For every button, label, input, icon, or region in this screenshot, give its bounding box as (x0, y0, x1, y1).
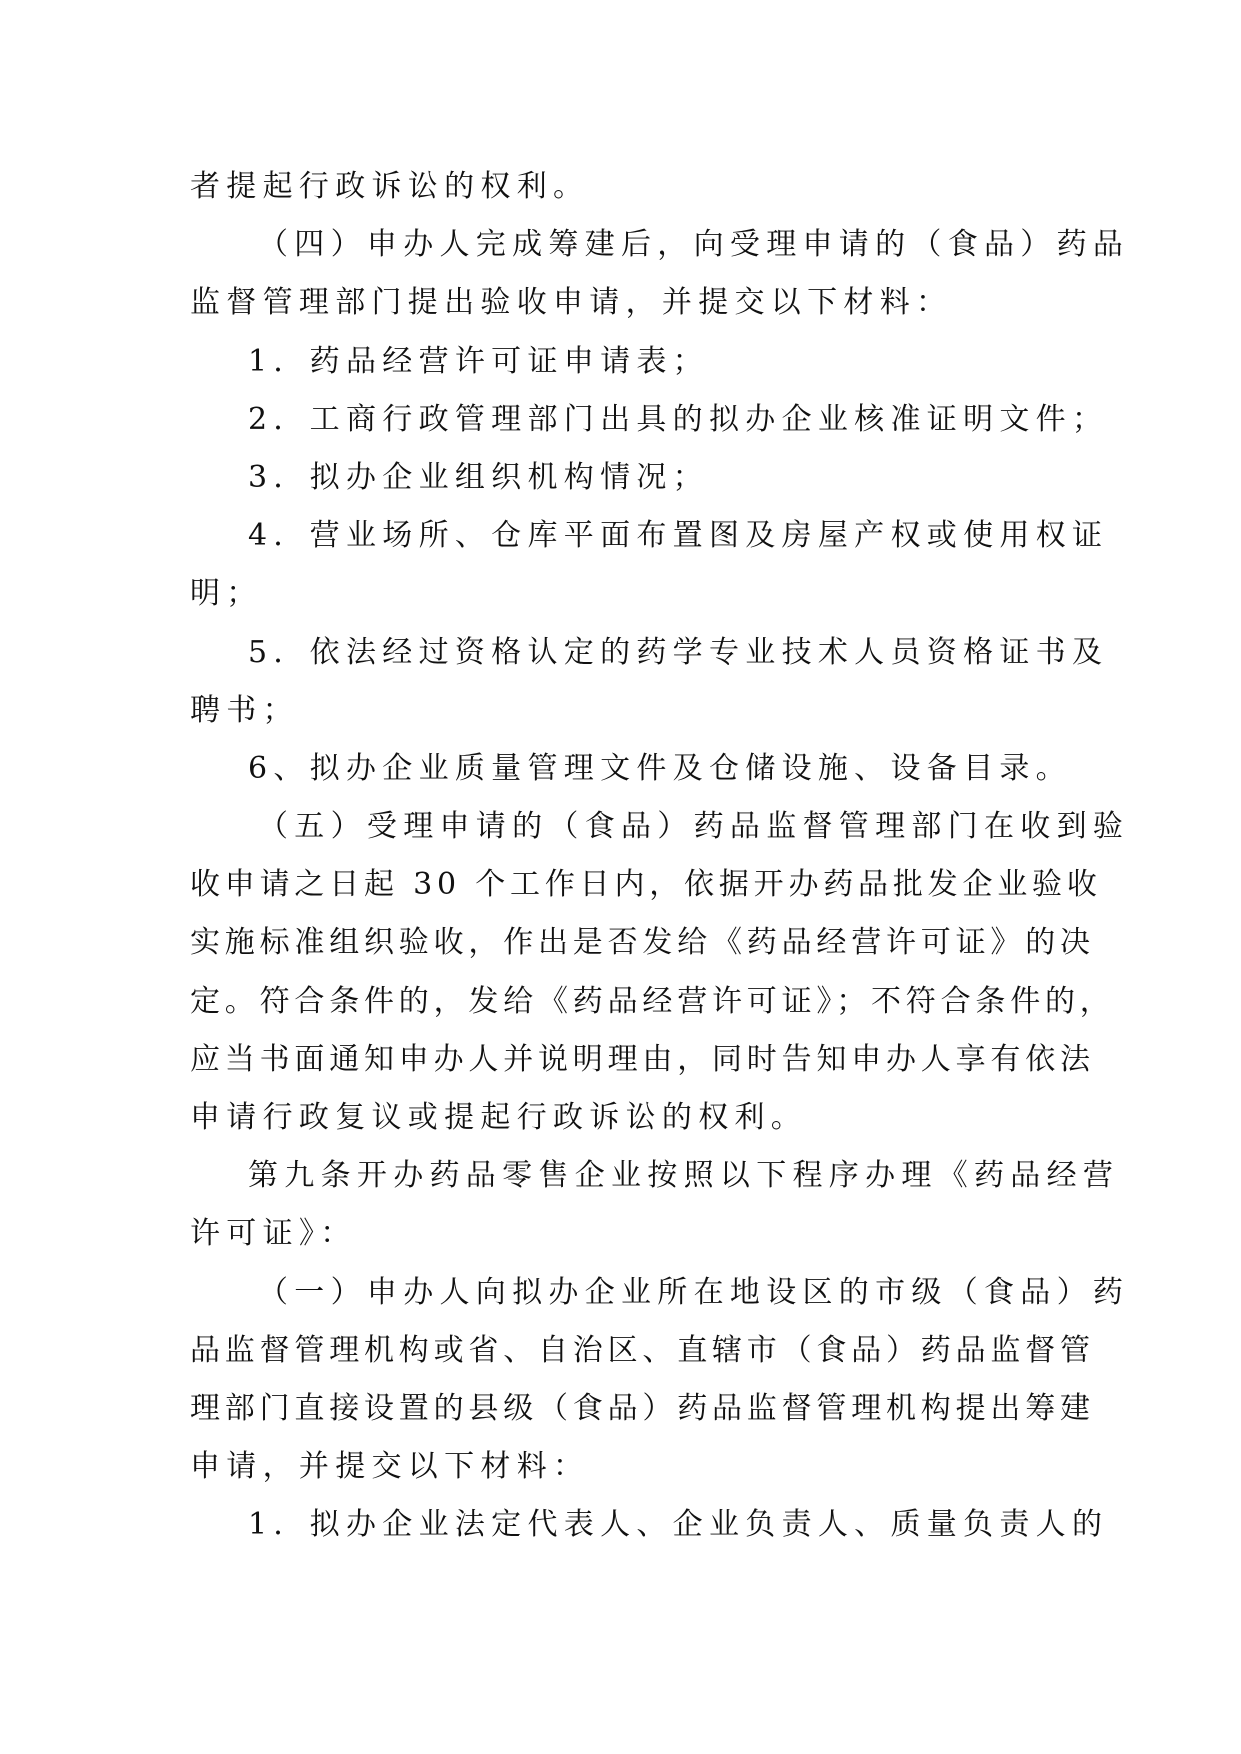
text-line: 者提起行政诉讼的权利。 (190, 169, 590, 204)
text-line: 明； (190, 576, 263, 612)
text-line: 应当书面通知申办人并说明理由，同时告知申办人享有依法 (190, 1041, 1095, 1077)
list-item: 1．拟办企业法定代表人、企业负责人、质量负责人的 (248, 1507, 1109, 1543)
text-line: 理部门直接设置的县级（食品）药品监督管理机构提出筹建 (190, 1390, 1095, 1426)
text-line: 定。符合条件的，发给《药品经营许可证》；不符合条件的， (190, 983, 1115, 1019)
text-line: 品监督管理机构或省、自治区、直辖市（食品）药品监督管 (190, 1332, 1095, 1368)
text-line: 许可证》： (190, 1216, 357, 1252)
list-item: 2．工商行政管理部门出具的拟办企业核准证明文件； (248, 401, 1109, 437)
text-line: （一）申办人向拟办企业所在地设区的市级（食品）药 (258, 1274, 1130, 1310)
text-line: 申请行政复议或提起行政诉讼的权利。 (190, 1100, 808, 1135)
text-line: （五）受理申请的（食品）药品监督管理部门在收到验 (258, 809, 1130, 845)
list-item: 4．营业场所、仓库平面布置图及房屋产权或使用权证 (248, 518, 1109, 554)
text-line: （四）申办人完成筹建后，向受理申请的（食品）药品 (258, 227, 1130, 263)
text-line: 实施标准组织验收，作出是否发给《药品经营许可证》的决 (190, 925, 1095, 961)
text-line: 聘书； (190, 692, 299, 728)
list-item: 1．药品经营许可证申请表； (248, 343, 709, 379)
document-body (190, 158, 1130, 1555)
text-line: 收申请之日起 30 个工作日内，依据开办药品批发企业验收 (190, 867, 1102, 903)
list-item: 3．拟办企业组织机构情况； (248, 459, 709, 495)
list-item: 6、拟办企业质量管理文件及仓储设施、设备目录。 (248, 750, 1072, 786)
text-line: 监督管理部门提出验收申请，并提交以下材料： (190, 285, 953, 321)
article-heading: 第九条开办药品零售企业按照以下程序办理《药品经营 (248, 1158, 1120, 1194)
text-line: 申请，并提交以下材料： (190, 1449, 590, 1485)
list-item: 5．依法经过资格认定的药学专业技术人员资格证书及 (248, 634, 1109, 670)
